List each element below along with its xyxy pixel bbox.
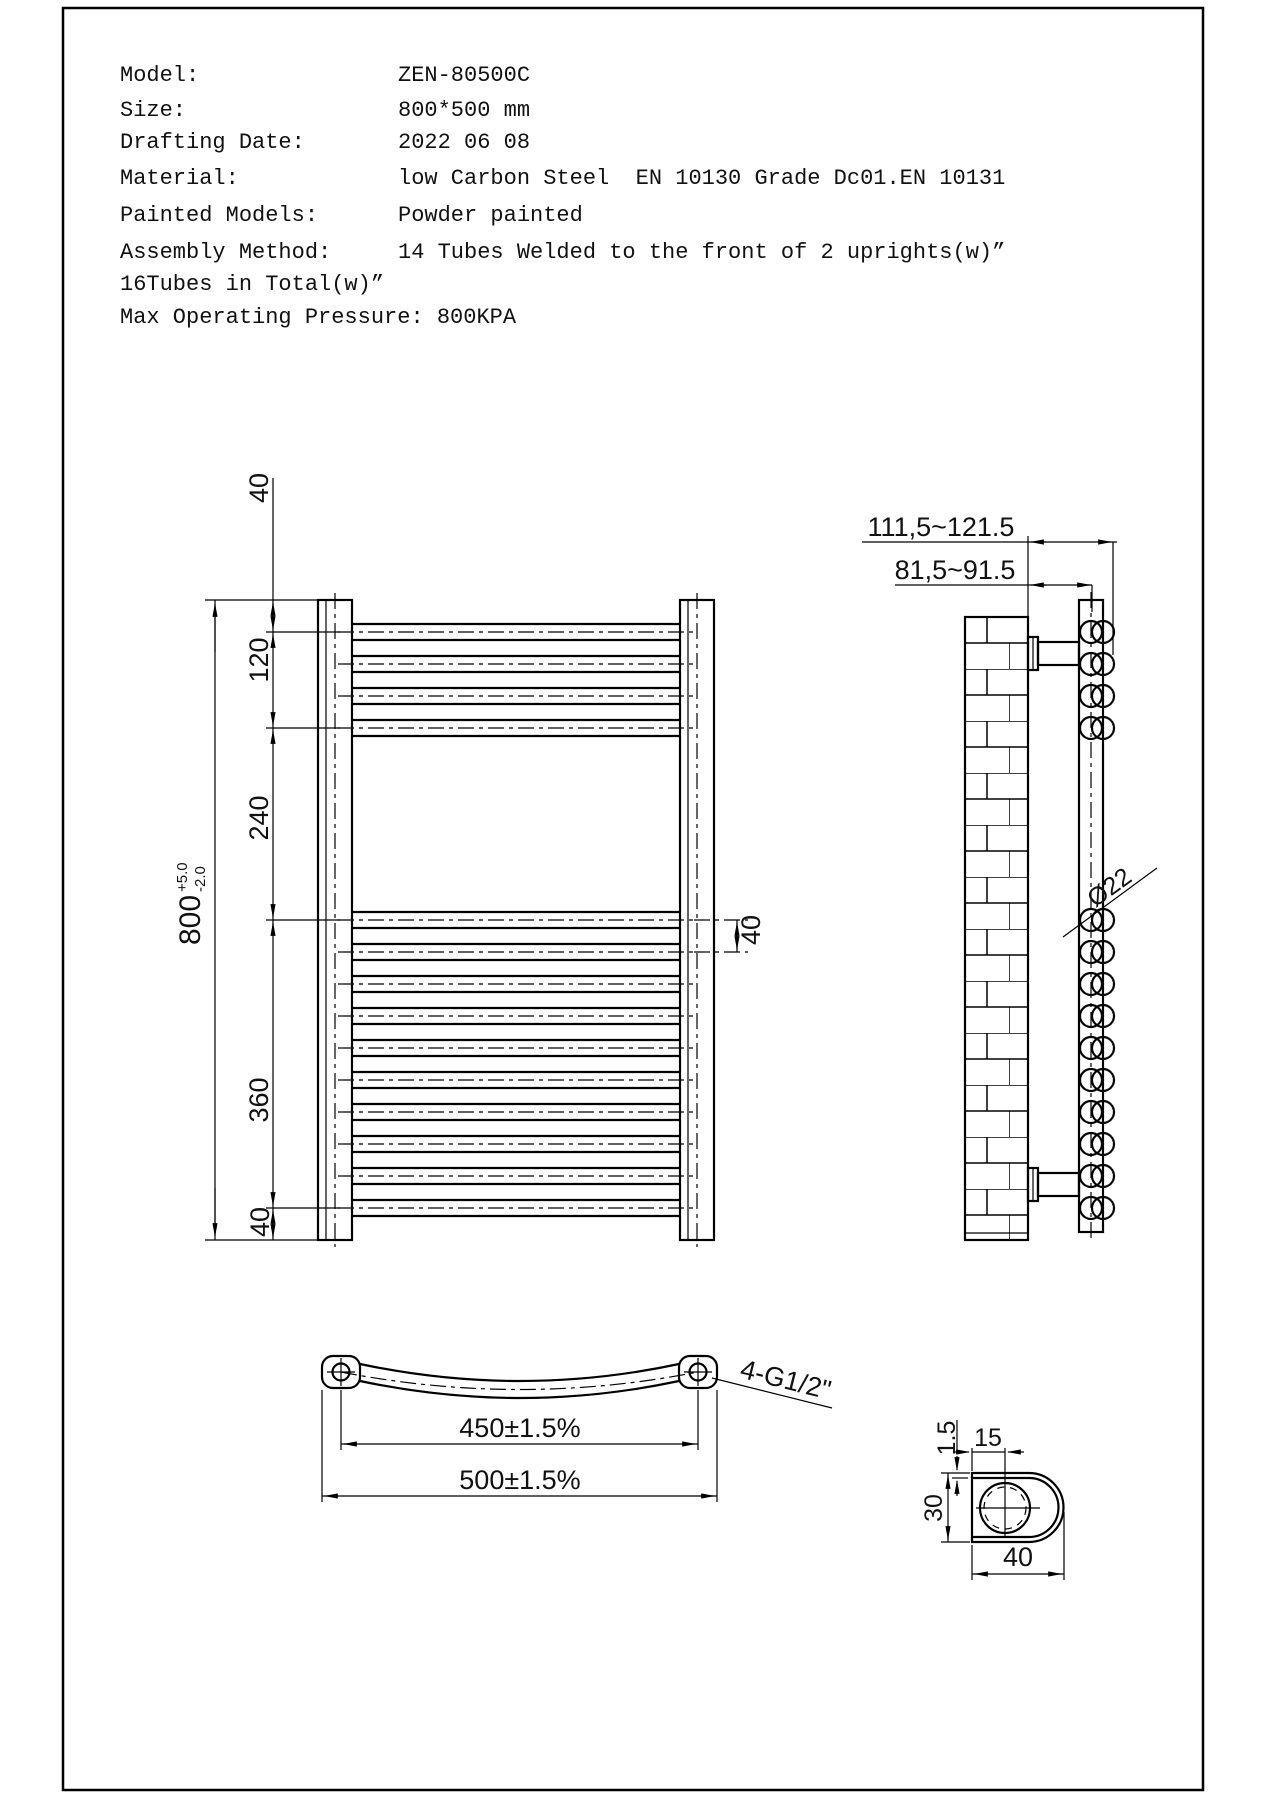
detail-view [920, 1420, 1064, 1580]
dim-label-diameter: Ø22 [1082, 862, 1137, 913]
field-label: Drafting Date: [120, 130, 305, 155]
field-label: Painted Models: [120, 203, 319, 228]
left-end-fitting [322, 1356, 360, 1388]
dim-wall-to-center [895, 555, 1092, 612]
dim-wall-thickness [933, 1420, 970, 1496]
field-label: Size: [120, 98, 187, 123]
curved-tube-top-edge [360, 1364, 679, 1381]
dim-label-thickness: 1.5 [933, 1420, 961, 1456]
dim-tolerance-plus: +5.0 [174, 862, 191, 892]
dim-label-wall-center: 81,5~91.5 [894, 555, 1016, 585]
dim-overall-width [322, 1390, 717, 1502]
field-label: Model: [120, 63, 200, 88]
tube-group-top [338, 624, 694, 736]
dim-label-pitch: 40 [736, 914, 766, 946]
field-value: low Carbon Steel EN 10130 Grade Dc01.EN 10131 [398, 166, 1006, 191]
dim-label-offset: 15 [974, 1424, 1002, 1452]
dim-label-800: 800 [174, 894, 207, 946]
right-end-fitting [679, 1356, 717, 1388]
field-value: Powder painted [398, 203, 583, 228]
field-label: Material: [120, 166, 239, 191]
dim-label-height: 30 [920, 1494, 948, 1522]
wall-section [965, 617, 1028, 1240]
top-bracket [1028, 637, 1079, 670]
dim-label-seg-middle: 240 [244, 795, 274, 841]
tube-group-bottom [338, 912, 694, 1216]
dim-profile-width [972, 1512, 1064, 1580]
field-value: ZEN-80500C [398, 63, 531, 88]
bottom-bracket [1028, 1168, 1079, 1201]
dim-profile-height [920, 1473, 970, 1542]
front-view [174, 473, 766, 1247]
dim-label-overall-width: 500±1.5% [459, 1465, 581, 1495]
curved-tube-bottom-edge [360, 1381, 679, 1398]
dim-label-wall-front: 111,5~121.5 [867, 512, 1015, 542]
header-row-pressure: Max Operating Pressure: 800KPA [120, 305, 517, 330]
dim-segment-chain [244, 473, 275, 1240]
dim-label-width: 40 [1002, 1542, 1034, 1572]
header-row-continuation: 16Tubes in Total(w)” [120, 272, 385, 297]
dim-label-thread: 4-G1/2" [737, 1353, 835, 1406]
sheet-border [63, 8, 1203, 1790]
field-value: 14 Tubes Welded to the front of 2 uprights(w)” [398, 240, 1006, 265]
field-label: Assembly Method: [120, 240, 332, 265]
field-value: 2022 06 08 [398, 130, 531, 155]
dim-label-seg-lower: 360 [244, 1077, 274, 1123]
dim-label-seg-upper: 120 [244, 637, 274, 683]
dim-overall-height [174, 600, 215, 1240]
field-value: 800*500 mm [398, 98, 531, 123]
dim-label-seg-bottom: 40 [245, 1206, 275, 1238]
dim-label-centers: 450±1.5% [459, 1413, 581, 1443]
dim-center-offset [953, 1424, 1024, 1471]
dim-tolerance-minus: -2.0 [192, 866, 209, 892]
dim-tube-diameter [1063, 862, 1157, 937]
bottom-view [322, 1354, 834, 1502]
thread-callout [712, 1354, 834, 1408]
tube-ends-side [1080, 621, 1114, 1219]
dim-label-seg-top: 40 [244, 472, 274, 504]
side-view [862, 512, 1157, 1240]
dim-tube-pitch [694, 915, 766, 952]
